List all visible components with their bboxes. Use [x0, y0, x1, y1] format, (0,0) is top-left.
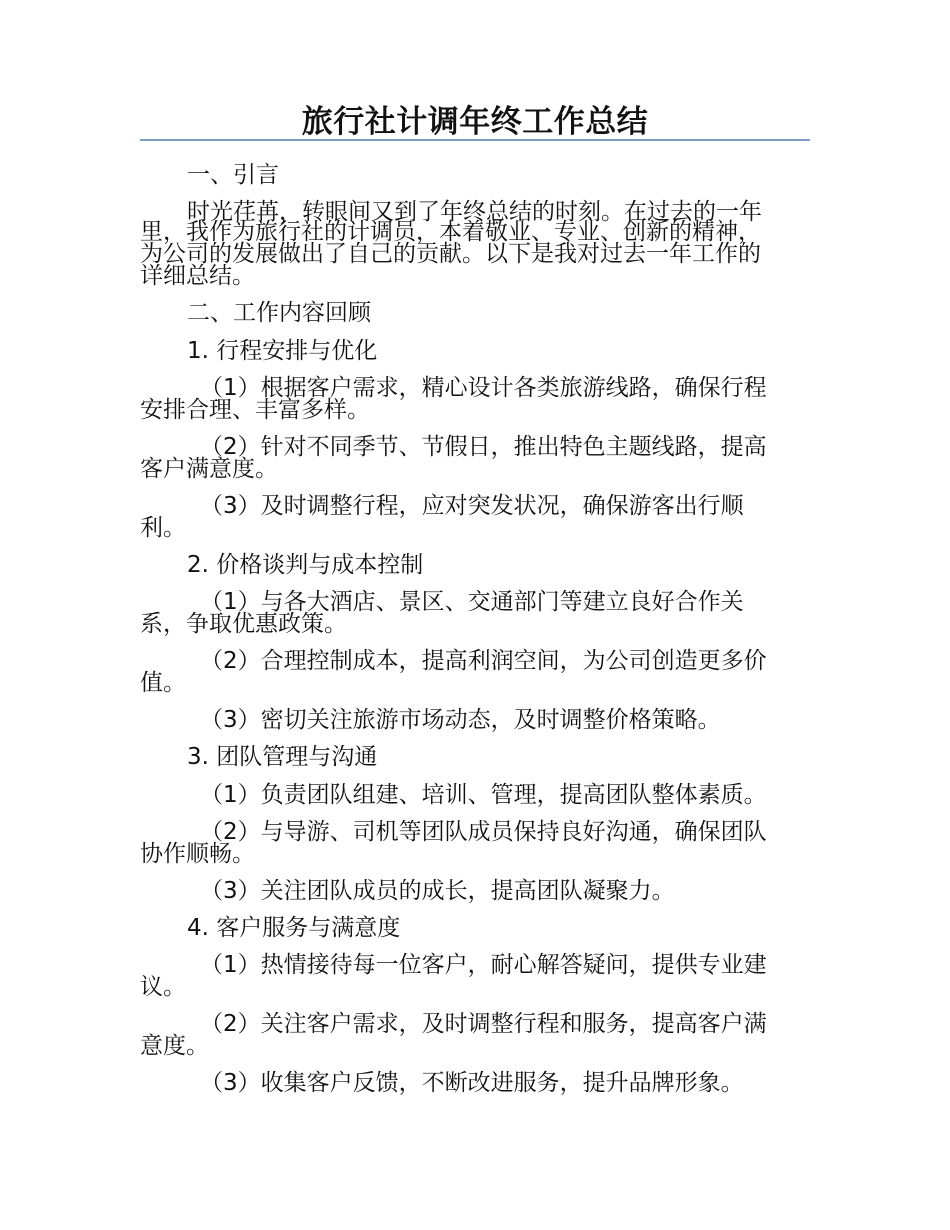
- list-item-2-1: （1）与各大酒店、景区、交通部门等建立良好合作关: [200, 589, 744, 615]
- list-item-1-2: （2）针对不同季节、节假日，推出特色主题线路，提高: [200, 434, 767, 460]
- list-item-2-2: （2）合理控制成本，提高利润空间，为公司创造更多价: [200, 648, 767, 674]
- document-title: 旅行社计调年终工作总结: [301, 104, 649, 140]
- list-item-3-2-cont: 协作顺畅。: [140, 841, 255, 867]
- list-item-4-2-cont: 意度。: [140, 1033, 209, 1059]
- list-item-3-2: （2）与导游、司机等团队成员保持良好沟通，确保团队: [200, 819, 767, 845]
- list-item-1-2-cont: 客户满意度。: [140, 456, 278, 482]
- list-item-3-1: （1）负责团队组建、培训、管理，提高团队整体素质。: [200, 782, 767, 808]
- section-heading-intro: 一、引言: [187, 162, 279, 188]
- section-heading-review: 二、工作内容回顾: [187, 300, 371, 326]
- intro-line-3: 为公司的发展做出了自己的贡献。以下是我对过去一年工作的: [140, 241, 761, 267]
- list-item-2-2-cont: 值。: [140, 670, 186, 696]
- list-item-2-1-cont: 系，争取优惠政策。: [140, 611, 347, 637]
- intro-line-2: 里，我作为旅行社的计调员，本着敬业、专业、创新的精神，: [140, 219, 761, 245]
- list-item-3-3: （3）关注团队成员的成长，提高团队凝聚力。: [200, 878, 675, 904]
- subsection-heading-2: 2. 价格谈判与成本控制: [187, 552, 424, 578]
- intro-line-1: 时光荏苒，转眼间又到了年终总结的时刻。在过去的一年: [187, 199, 762, 225]
- list-item-1-3: （3）及时调整行程，应对突发状况，确保游客出行顺: [200, 493, 744, 519]
- list-item-4-2: （2）关注客户需求，及时调整行程和服务，提高客户满: [200, 1011, 767, 1037]
- list-item-4-1-cont: 议。: [140, 974, 186, 1000]
- subsection-heading-1: 1. 行程安排与优化: [187, 338, 378, 364]
- intro-line-4: 详细总结。: [140, 263, 255, 289]
- list-item-1-1: （1）根据客户需求，精心设计各类旅游线路，确保行程: [200, 375, 767, 401]
- list-item-1-3-cont: 利。: [140, 515, 186, 541]
- list-item-1-1-cont: 安排合理、丰富多样。: [140, 397, 370, 423]
- list-item-4-1: （1）热情接待每一位客户，耐心解答疑问，提供专业建: [200, 952, 767, 978]
- subsection-heading-4: 4. 客户服务与满意度: [187, 915, 401, 941]
- list-item-2-3: （3）密切关注旅游市场动态，及时调整价格策略。: [200, 707, 721, 733]
- subsection-heading-3: 3. 团队管理与沟通: [187, 744, 378, 770]
- title-underline: [140, 139, 810, 141]
- list-item-4-3: （3）收集客户反馈，不断改进服务，提升品牌形象。: [200, 1070, 744, 1096]
